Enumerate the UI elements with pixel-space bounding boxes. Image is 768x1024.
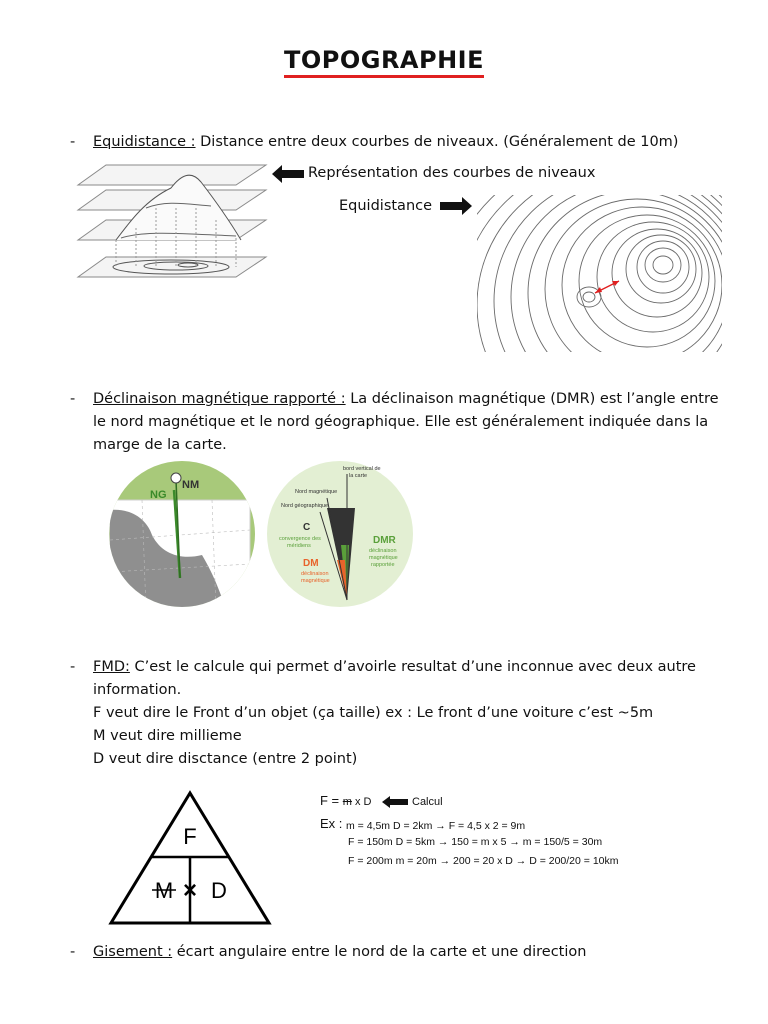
page-title: TOPOGRAPHIE [0, 46, 768, 78]
declinaison-paragraph [93, 388, 733, 457]
dmr-label-3: rapportée [371, 562, 395, 568]
ex-label: Ex : [320, 816, 343, 831]
formula-suffix: x D [351, 796, 372, 808]
convergence-label-2: méridiens [287, 543, 311, 549]
gisement-term: Gisement : [93, 944, 173, 960]
declination-map-figure [102, 460, 262, 608]
declinaison-line2: le nord magnétique et le nord géographique. Elle est généralement indiquée dans la [93, 414, 709, 430]
formula-note: Calcul [412, 796, 443, 808]
triangle-m: M [154, 878, 174, 903]
example-line-1: m = 4,5m D = 2km → F = 4,5 x 2 = 9m [346, 820, 526, 832]
bord-vertical-label-1: bord vertical de [343, 466, 381, 472]
fmd-line1: C’est le calcule qui permet d’avoirle resultat d’une inconnue avec deux autre [129, 659, 696, 675]
bord-vertical-label-2: la carte [349, 473, 368, 479]
contour-planes-figure [76, 160, 268, 285]
triangle-x: × [182, 877, 198, 904]
fmd-triangle-figure [108, 790, 272, 926]
gisement-paragraph [93, 941, 733, 964]
example-line-3: F = 200m m = 20m → 200 = 20 x D → D = 200/20 = 10km [348, 855, 619, 867]
ng-label: NG [150, 489, 167, 501]
dmr-label-1: déclinaison [369, 548, 397, 554]
bullet-dash: - [70, 134, 76, 150]
c-symbol: C [303, 522, 311, 533]
example-line-2: F = 150m D = 5km → 150 = m x 5 → m = 150/5 = 30m [348, 836, 603, 848]
convergence-label-1: convergence des [279, 536, 321, 542]
bullet-dash: - [70, 659, 76, 675]
arrow-left-icon [382, 796, 408, 808]
nord-geographique-label: Nord géographique [281, 503, 329, 509]
declinaison-term: Déclinaison magnétique rapporté : [93, 391, 346, 407]
fmd-line5: D veut dire disctance (entre 2 point) [93, 751, 358, 767]
declinaison-line3: marge de la carte. [93, 437, 227, 453]
fmd-line2: information. [93, 682, 182, 698]
dmr-symbol: DMR [373, 535, 396, 546]
formula-m: m [342, 796, 352, 808]
dmr-label-2: magnétique [369, 555, 398, 561]
fmd-paragraph [93, 656, 733, 771]
equidistance-paragraph [93, 131, 743, 154]
equidistance-text: Distance entre deux courbes de niveaux. (Généralement de 10m) [195, 134, 679, 150]
dm-label-1: déclinaison [301, 571, 329, 577]
nord-magnetique-label: Nord magnétique [295, 489, 338, 495]
declination-diagram-figure [265, 460, 415, 608]
fmd-formula [320, 793, 372, 808]
representation-label: Représentation des courbes de niveaux [308, 165, 596, 181]
fmd-term: FMD: [93, 659, 130, 675]
dm-symbol: DM [303, 558, 319, 569]
equidistance-label: Equidistance [339, 198, 433, 214]
gisement-text: écart angulaire entre le nord de la carte et une direction [172, 944, 587, 960]
bullet-dash: - [70, 391, 76, 407]
fmd-line4: M veut dire millieme [93, 728, 242, 744]
arrow-left-icon [272, 165, 304, 183]
dm-label-2: magnétique [301, 578, 330, 584]
formula-prefix: F = [320, 793, 343, 808]
equidistance-term: Equidistance : [93, 134, 196, 150]
topo-map-figure [477, 195, 722, 352]
nm-label: NM [182, 479, 200, 491]
fmd-line3: F veut dire le Front d’un objet (ça taille) ex : Le front d’une voiture c’est ~5m [93, 705, 654, 721]
triangle-f: F [183, 824, 197, 849]
declinaison-line1: La déclinaison magnétique (DMR) est l’angle entre [345, 391, 719, 407]
bullet-dash: - [70, 944, 76, 960]
arrow-right-icon [440, 197, 472, 215]
triangle-d: D [211, 878, 227, 903]
